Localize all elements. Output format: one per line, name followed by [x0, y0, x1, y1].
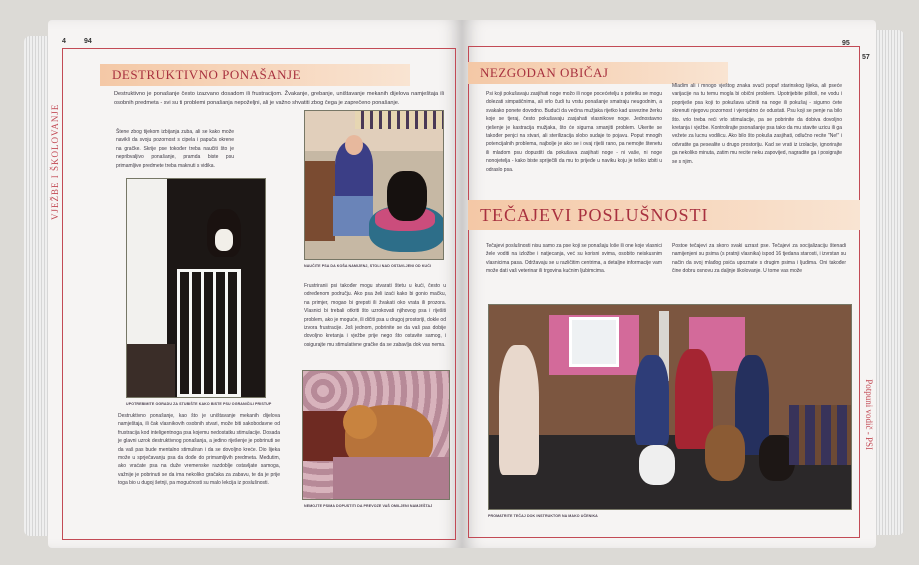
- page-number: 95: [842, 40, 850, 47]
- section-banner: DESTRUKTIVNO PONAŠANJE: [100, 64, 410, 86]
- obedience-class-photo: [488, 304, 852, 510]
- open-book: [24, 14, 904, 554]
- custom-column-2: Mladim ali i mnogo vještog znaka svući popuf starinskog lijeka, ali pseće varijacije na tu temu mogla bi obični problem. Upotrijebite pištoli, ne vodu i popriješe psa koji to pokušava učiniti na noge ili pokušaj - sigurno ćete skrenuti njegovu pozornost i vjerojatno će odustati. Psu koji se penje na bilo što. vrlo treba reći vrlo stimulacije, pa se pobrinite da dobiva dovoljno kretanja i vježbe. Kontrolirajte psonašanje psa tako da mu stavite uzicu ili ga vežete za lucnu vodilicu. Ako bilo što pokuša zasjihati, odlučno recite "Ne!" i odvratite ga pesealite u drugo prostoriju. Kad se vrati iz izolacije, ignorirajte ga nekoliko minuta, zatim mu recite neku zapovijed, nagradite ga i posigrajte se s njim.: [672, 83, 842, 165]
- page-number-outer: 4: [62, 38, 66, 45]
- right-page: [462, 20, 876, 548]
- section-side-label: VJEŽBE I ŠKOLOVANJE: [50, 103, 60, 220]
- left-page: [48, 20, 462, 548]
- stair-gate-photo: [126, 178, 266, 398]
- column-2-text: Frustriranii psi također mogu stvarati štetu u kući, često u određenom području. Ako psa želi izaći kako bi gonio mačku, na primjer, mogao bi grepsti ili žvakati oko vrata ili prozora. Vlasnici bi trebali otkriti što uzrokovati njihovog psa i riješiti problem, ako je moguće, ili dičiti psa u drugoj prostoriji, dokle od izvora frustracije. Još jednom, pobrinite se da vaš pas dobije dovoljno kretanja i vježbe prije nego što ostavite samog, i osigurajte mu stimulativne gračke da se zabavlja dok vas nema.: [304, 283, 446, 348]
- custom-column-1: Psi koji pokušavaju zasjihati noge možo ili noge pocećetelju s potetku se mogu dolezati simpatičnima, ali vrlo čudi tu vrstu ponašanje smatraju neugodnim, a svakako ponete dovodno. Budući da većina mužjaka rijetko kad usvezine žerku koje se tjeraj, često pokušavaju zasjahati vlasnikove noge. Jednostavno rješenje je kastracija mužjaka, što će sigurna smanjiti problem. Ukerite se također penjci na stvari, ali sterilizacija slobo sudaje to pojavu. Poput mnogih potencijalnih problema, najbolje je ako se i ovaj riješi rano, pa nemojte štenetu ili mladom psu dopustiti da pokušava zasjihati noge - ni vaše, ni noge nonojetelja - kako biste spriječili da mu to prijeđe u naviku koju je teško izbiti u odraslo psa.: [486, 91, 662, 173]
- page-number: 94: [84, 38, 92, 45]
- gate-photo-caption: UPOTREBIMITE OGRADU ZA STUBIŠTE KAKO BISTE PSU OGRANIČILI PRISTUP: [126, 402, 272, 406]
- courses-column-2: Postoe tečajevi za skoro svaki uzrast pse. Tečajevi za socijalizaciju štenadi namijenjeni su psima (s pratnji vlasnika) ispod 16 tjedana starosti, i izvrstan su način da svoj mlađog psića upoznate s drugim psima i ljudima. Oni također čine dobru osnovu za daljnje školovanje. U tome vas može: [672, 243, 846, 275]
- column-1-text: Štene zbog tijekom izbijanja zuba, ali se kako može navikli da svoju pozornost s cipela i papuča okrene na gračke. Skrije pse tokođer treba naučiti što je nepribvaljivo ponašanje, pramda biste psu primamljive predmete treba maknuti s vidika.: [116, 129, 234, 169]
- girl-photo-caption: NAUČITE PSA DA KOŠA NAMIJENJ, STOLI NAD OSTAVLJENI OD KUĆI: [304, 264, 431, 268]
- class-photo-caption: PROMATRITE TEČAJ DOK INSTRUKTOR NA MAKO UČENIKA: [488, 514, 598, 518]
- intro-text: Destruktivno je ponašanje često izazvano dosadom ili frustracijom. Žvakanje, grebanje, uništavanje mekanih dijelova namještaja ili osobnih predmeta - svi su ti problemi ponašanja nepoželjni, ali je važno shvatiti zbog čega je zaprečeno ponašanje.: [114, 91, 444, 106]
- page-number-outer: 57: [862, 54, 870, 61]
- courses-banner: TEČAJEVI POSLUŠNOSTI: [468, 200, 860, 230]
- column-1-bottom-text: Destruktivno ponašanje, kao što je uništavanje mekanih dijelova namještaja, ili čak vlasnikovih osobnih stvari, može biti sakobodavne od frustracija kod inteligentnoga psa kojemu nedostatku stimulacije. Dosada je glavni uzrok destruktivnog ponašanja, a jedino riješenje je pobrinuti se da vaš pas bude mentalno stimuliran i da se dovoljno kreće. Dio lijeka može u sprječavanju psa da dođe do primamljivih predmeta. Međutim, ako vraćate psa na duže vremenske razdoblje ostavljate samoga, važnije je pobrinuti se da ima nekoliko gračaka za zabavu, te da je prije toga bio u dugoj šetnji, pa mogućnosti su malo lekcija iz poslušnosti.: [118, 413, 280, 487]
- courses-column-1: Tečajevi poslušnosti nisu samo za pse koji se ponašaju loše ili one koje vlasnici žele voditi na izložbe i natjecanja, već su korisni svima, osobito neiskusnim vlasnicima pasa. Održavaju se u različitim centrima, a detaljne informacije vam može dati vaš veterinar ili trgovina kućnim ljubimcima.: [486, 243, 662, 275]
- custom-banner: NEZGODAN OBIČAJ: [468, 62, 728, 84]
- dog-on-sofa-photo: [302, 370, 450, 500]
- book-title-side-label: Potpuni vodič - PSI: [864, 379, 874, 450]
- dog-photo-caption: NEMOJTE PSIMA DOPUSTITI DA PREVOZE VAŠ OMILJENI NAMJEŠTAJ: [304, 504, 433, 508]
- girl-and-dog-photo: [304, 110, 444, 260]
